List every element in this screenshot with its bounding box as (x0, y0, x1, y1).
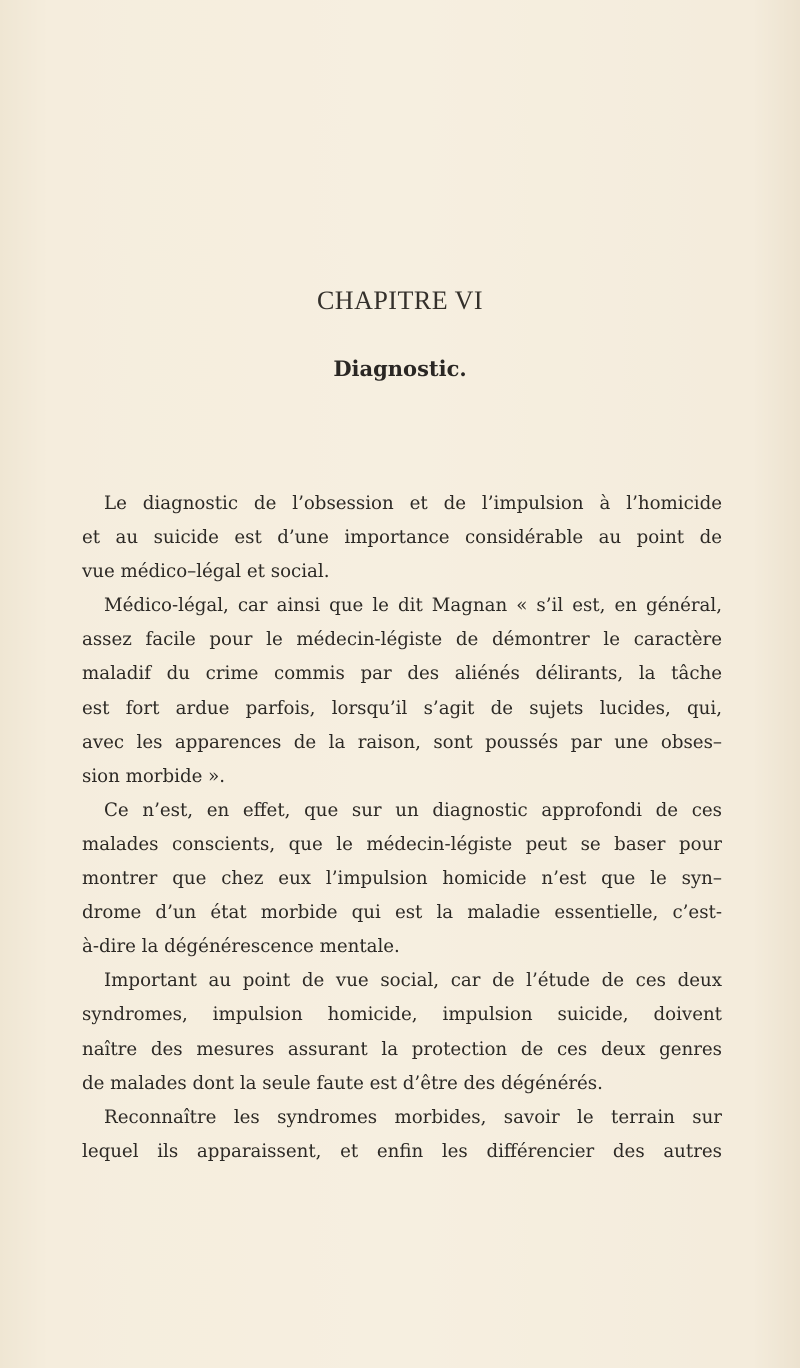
text-line: maladif du crime commis par des aliénés délirants, la tâche (82, 663, 722, 685)
section-title: Diagnostic. (333, 356, 467, 381)
text-line: drome d’un état morbide qui est la maladie essentielle, c’est- (82, 902, 722, 924)
text-line: est fort ardue parfois, lorsqu’il s’agit de sujets lucides, qui, (82, 697, 722, 719)
text-line: Médico-légal, car ainsi que le dit Magnan « s’il est, en général, (104, 595, 722, 617)
text-line: Important au point de vue social, car de l’étude de ces deux (104, 970, 722, 992)
text-line: à-dire la dégénérescence mentale. (82, 936, 400, 958)
text-line: lequel ils apparaissent, et enfin les différencier des autres (82, 1140, 722, 1162)
text-line: assez facile pour le médecin-légiste de démontrer le caractère (82, 629, 722, 651)
text-line: de malades dont la seule faute est d’être des dégénérés. (82, 1072, 603, 1094)
text-line: Ce n’est, en effet, que sur un diagnostic approfondi de ces (104, 799, 722, 821)
body-text (82, 487, 722, 1169)
text-line: vue médico–légal et social. (82, 561, 330, 583)
text-line: et au suicide est d’une importance considérable au point de (82, 527, 722, 549)
text-line: syndromes, impulsion homicide, impulsion suicide, doivent (82, 1004, 722, 1026)
chapter-heading: CHAPITRE VI (316, 286, 484, 315)
text-line: naître des mesures assurant la protection de ces deux genres (82, 1038, 722, 1060)
text-line: montrer que chez eux l’impulsion homicide n’est que le syn– (82, 868, 722, 890)
text-line: avec les apparences de la raison, sont poussés par une obses– (82, 731, 722, 753)
text-line: malades conscients, que le médecin-légiste peut se baser pour (82, 833, 722, 855)
text-line: sion morbide ». (82, 765, 226, 787)
text-line: Le diagnostic de l’obsession et de l’impulsion à l’homicide (104, 493, 722, 514)
text-line: Reconnaître les syndromes morbides, savoir le terrain sur (104, 1106, 722, 1128)
